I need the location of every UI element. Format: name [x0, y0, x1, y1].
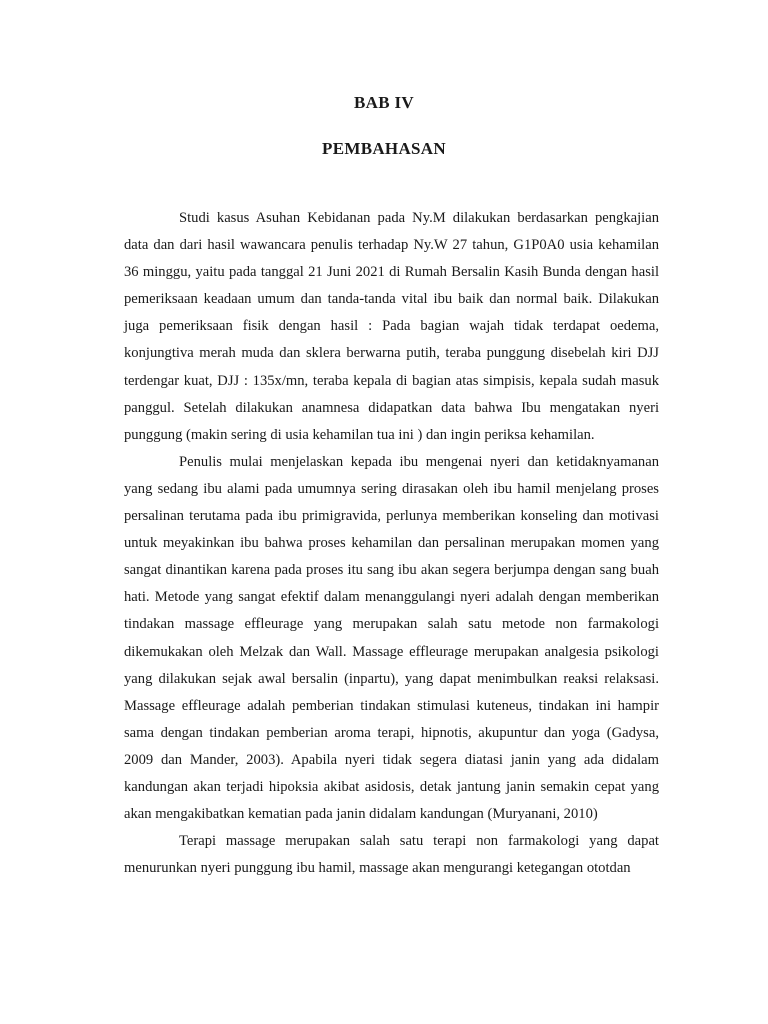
paragraph-explanation: Penulis mulai menjelaskan kepada ibu mengenai nyeri dan ketidaknyamanan yang sedang ibu alami pada umumnya sering dirasakan oleh ibu hamil menjelang proses persalinan terutama pada ibu primigravida, perlunya memberikan konseling dan motivasi untuk meyakinkan ibu bahwa proses kehamilan dan persalinan merupakan momen yang sangat dinantikan karena pada proses itu sang ibu akan segera berjumpa dengan sang buah hati. Metode yang sangat efektif dalam menanggulangi nyeri adalah dengan memberikan tindakan massage effleurage yang merupakan salah satu metode non farmakologi dikemukakan oleh Melzak dan Wall. Massage effleurage merupakan analgesia psikologi yang dilakukan sejak awal bersalin (inpartu), yang dapat menimbulkan reaksi relaksasi. Massage effleurage adalah pemberian tindakan stimulasi kuteneus, tindakan ini hampir sama dengan tindakan pemberian aroma terapi, hipnotis, akupuntur dan yoga (Gadysa, 2009 dan Mander, 2003). Apabila nyeri tidak segera diatasi janin yang ada didalam kandungan akan terjadi hipoksia akibat asidosis, detak jantung janin semakin cepat yang akan mengakibatkan kematian pada janin didalam kandungan (Muryanani, 2010) — [124, 453, 659, 823]
paragraph-massage-therapy: Terapi massage merupakan salah satu terapi non farmakologi yang dapat menurunkan nyeri punggung ibu hamil, massage akan mengurangi ketegangan ototdan — [124, 833, 659, 877]
paragraph-case-study: Studi kasus Asuhan Kebidanan pada Ny.M dilakukan berdasarkan pengkajian data dan dari hasil wawancara penulis terhadap Ny.W 27 tahun, G1P0A0 usia kehamilan 36 minggu, yaitu pada tanggal 21 Juni 2021 di Rumah Bersalin Kasih Bunda dengan hasil pemeriksaan keadaan umum dan tanda-tanda vital ibu baik dan normal baik. Dilakukan juga pemeriksaan fisik dengan hasil : Pada bagian wajah tidak terdapat oedema, konjungtiva merah muda dan sklera berwarna putih, teraba punggung disebelah kiri DJJ terdengar kuat, DJJ : 135x/mn, teraba kepala di bagian atas simpisis, kepala sudah masuk panggul. Setelah dilakukan anamnesa didapatkan data bahwa Ibu mengatakan nyeri punggung (makin sering di usia kehamilan tua ini ) dan ingin periksa kehamilan. — [124, 210, 659, 443]
chapter-number: BAB IV — [354, 93, 414, 112]
chapter-title: PEMBAHASAN — [322, 139, 446, 158]
body-text — [124, 205, 659, 882]
